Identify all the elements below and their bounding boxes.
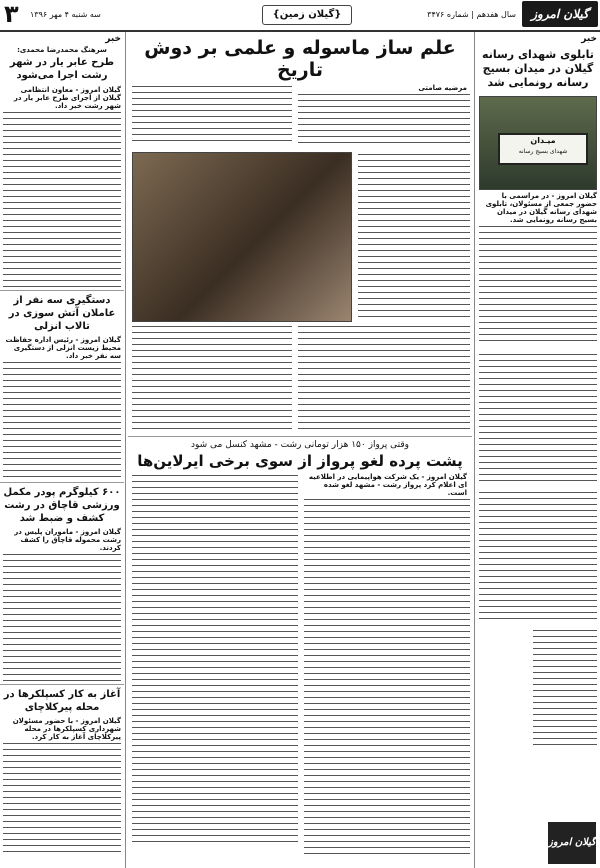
main-story-text-beside-photo <box>358 152 470 320</box>
sub-lead: گیلان امروز - یک شرکت هواپیمایی در اطلاعیه ای اعلام کرد پرواز رشت - مشهد لغو شده است. <box>308 473 467 497</box>
article4-body <box>0 743 124 853</box>
page-number: ۳ <box>4 0 19 28</box>
sub-story <box>128 473 472 868</box>
article2-lead: گیلان امروز - رئیس اداره حفاظت محیط زیست انزلی از دستگیری سه نفر خبر داد. <box>5 336 121 360</box>
main-story-text-right <box>298 84 470 146</box>
column-divider-left <box>125 32 126 868</box>
main-headline: علم ساز ماسوله و علمی بر دوش تاریخ <box>144 37 456 81</box>
article4-lead: گیلان امروز - با حضور مسئولان شهرداری کسپلکرها در محله پیرکلاچای آغاز به کار کرد. <box>12 717 121 741</box>
vertical-logo: گیلان امروز <box>548 822 596 864</box>
article3-lead: گیلان امروز - ماموران پلیس در رشت محموله قاچاق را کشف کردند. <box>14 528 121 552</box>
center-column <box>128 32 472 868</box>
right-lead: گیلان امروز - در مراسمی با حضور جمعی از مسئولان، تابلوی شهدای رسانه گیلان در میدان بسیج رسانه رونمایی شد. <box>485 192 597 224</box>
article4-headline: آغاز به کار کسپلکرها در محله پیرکلاچای <box>0 684 124 717</box>
sub-kicker: وقتی پرواز ۱۵۰ هزار تومانی رشت - مشهد کنسل می شود <box>190 440 409 450</box>
page-header <box>0 0 600 32</box>
main-story-text-left-top <box>132 84 292 148</box>
street-sign-photo <box>479 96 597 190</box>
article3-headline: ۶۰۰ کیلوگرم پودر مکمل ورزشی قاچاق در رشت کشف و ضبط شد <box>0 482 124 528</box>
article3-body <box>0 554 124 682</box>
issue-date: سه شنبه ۴ مهر ۱۳۹۶ <box>30 10 101 19</box>
right-headline: تابلوی شهدای رسانه گیلان در میدان بسیج رسانه رونمایی شد <box>482 48 594 89</box>
sign-line-2: شهدای بسیج رسانه <box>518 148 568 155</box>
sign-line-1: میـدان <box>530 136 556 145</box>
left-kicker: خبر <box>105 34 121 44</box>
right-column <box>476 32 600 868</box>
right-kicker: خبر <box>581 34 597 44</box>
craftsman-photo <box>132 152 352 322</box>
issue-number: سال هفدهم | شماره ۳۴۷۶ <box>427 10 516 19</box>
article1-body <box>0 112 124 288</box>
article1-byline: سرهنگ محمدرضا محمدی: <box>17 46 107 54</box>
main-story <box>128 84 472 437</box>
right-body-text <box>476 226 600 750</box>
article1-headline: طرح عابر یار در شهر رشت اجرا می‌شود <box>9 57 115 81</box>
main-story-text-lower-right <box>298 324 470 434</box>
newspaper-logo: گیلان امروز <box>522 1 598 27</box>
left-column <box>0 32 124 868</box>
article2-headline: دستگیری سه نفر از عاملان آتش سوزی در تالاب انزلی <box>0 290 124 336</box>
article1-lead: گیلان امروز - معاون انتظامی گیلان از اجرای طرح عابر یار در شهر رشت خبر داد. <box>13 86 121 110</box>
section-title: {گیلان زمین} <box>262 5 352 25</box>
column-divider-right <box>474 32 475 868</box>
sub-headline: پشت پرده لغو پرواز از سوی برخی ایرلاین‌ها <box>137 452 463 470</box>
main-byline: مرضیه صامتی <box>418 84 467 92</box>
sub-story-text-left <box>132 473 298 847</box>
street-sign <box>498 133 588 165</box>
article2-body <box>0 362 124 480</box>
sub-story-text-right <box>304 473 470 861</box>
main-story-text-left-bottom <box>132 324 292 434</box>
